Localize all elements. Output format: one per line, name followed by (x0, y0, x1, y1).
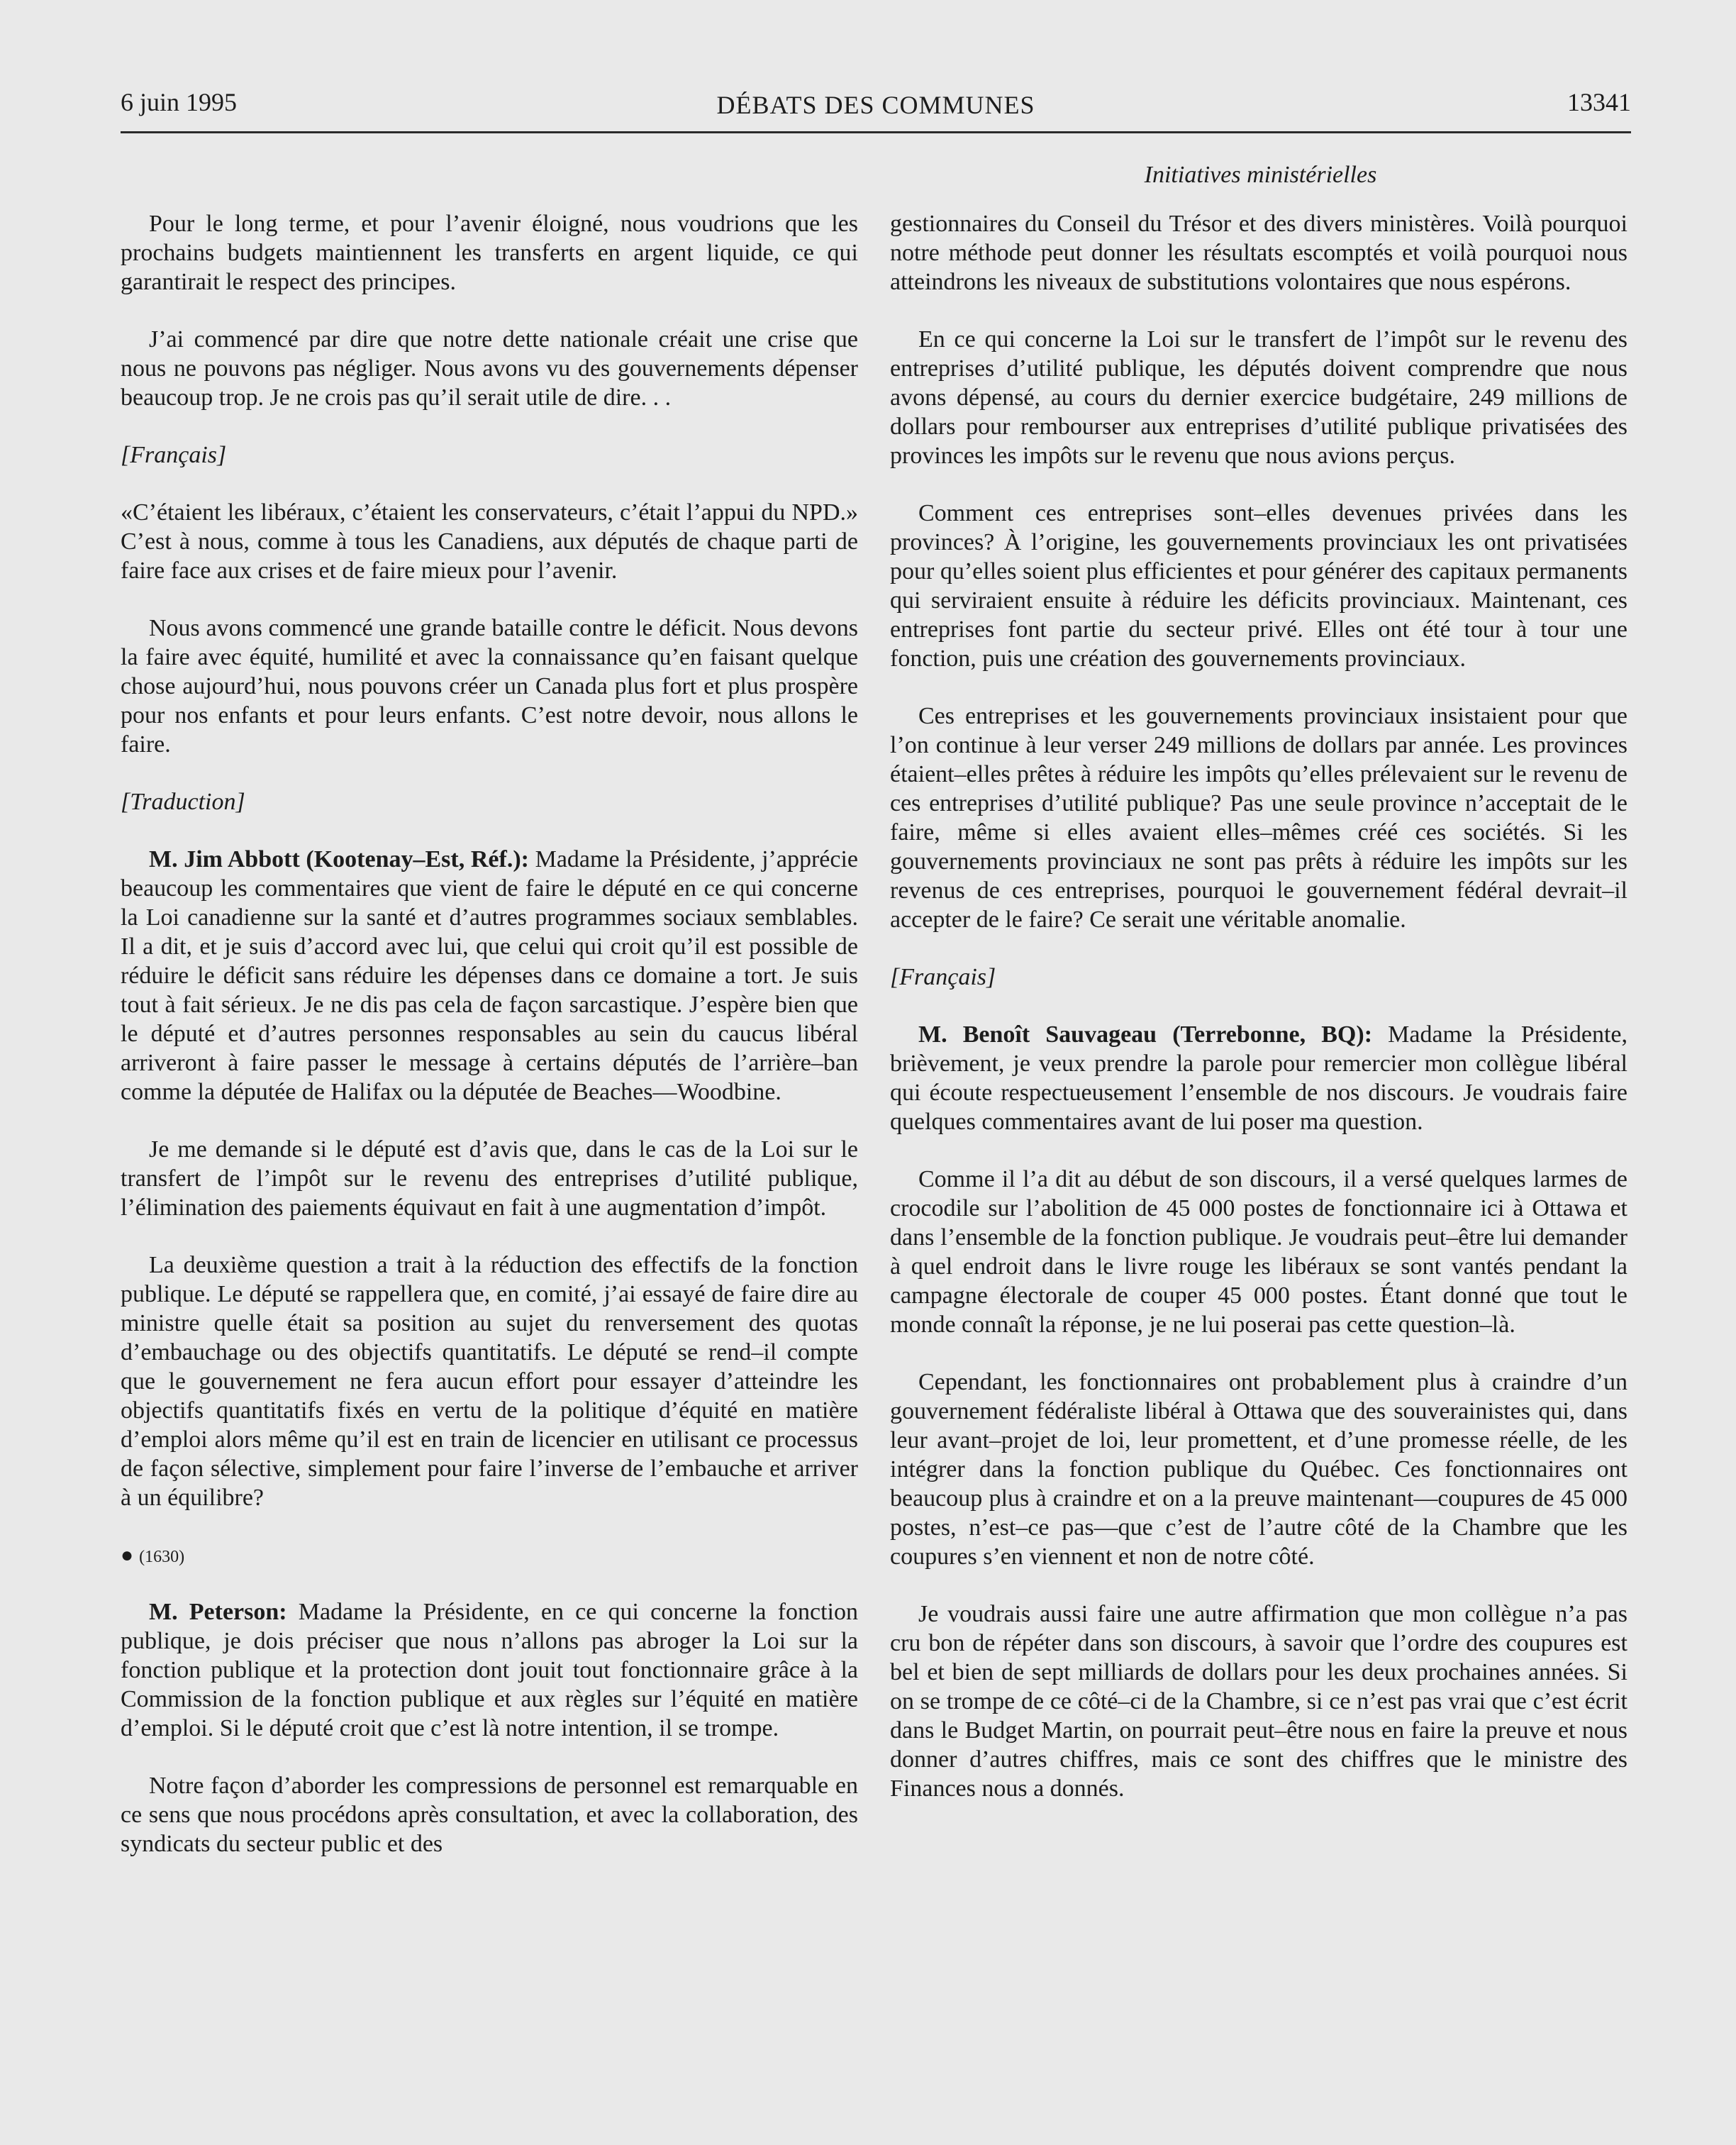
paragraph: Cependant, les fonctionnaires ont probablement plus à craindre d’un gouvernement fédéraliste libéral à Ottawa que des souverainistes qui, dans leur avant–projet de loi, leur promettent, et d’une promesse réelle, de les intégrer dans la fonction publique du Québec. Ces fonctionnaires ont beaucoup plus à craindre et on a la preuve maintenant—coupures de 45 000 postes, n’est–ce pas—que c’est de l’autre côté de la Chambre que les coupures s’en viennent et non de notre côté. (890, 1369, 1628, 1570)
paragraph: J’ai commencé par dire que notre dette nationale créait une crise que nous ne pouvons pas négliger. Nous avons vu des gouvernements dépenser beaucoup trop. Je ne crois pas qu’il serait utile de dire. . . (121, 326, 858, 411)
bullet-icon: ● (121, 1543, 134, 1567)
paragraph: Comme il l’a dit au début de son discours, il a versé quelques larmes de crocodile sur l’abolition de 45 000 postes de fonctionnaire ici à Ottawa et dans l’ensemble de la fonction publique. Je voudrais peut–être lui demander à quel endroit dans le livre rouge les libéraux se sont vantés pendant la campagne électorale de couper 45 000 postes. Étant donné que tout le monde connaît la réponse, je ne lui poserai pas cette question–là. (890, 1166, 1628, 1338)
page-number: 13341 (1567, 88, 1631, 116)
header-date: 6 juin 1995 (121, 88, 238, 116)
language-tag: [Traduction] (121, 789, 245, 815)
speaker-name: M. Jim Abbott (Kootenay–Est, Réf.): (149, 846, 529, 872)
speech-text: Madame la Présidente, brièvement, je veux prendre la parole pour remercier mon collègue libéral qui écoute respectueusement l’ensemble de nos discours. Je voudrais faire quelques commentaires avant de lui poser ma question. (890, 1021, 1628, 1135)
speaker-name: M. Benoît Sauvageau (Terrebonne, BQ): (918, 1021, 1373, 1048)
speech-text: Madame la Présidente, en ce qui concerne la fonction publique, je dois préciser que nous n’allons pas abroger la Loi sur la fonction publique et la protection dont jouit tout fonctionnaire grâce à la Commission de la fonction publique et aux règles sur l’équité en matière d’emploi. Si le député croit que c’est là notre intention, il se trompe. (121, 1599, 858, 1741)
timestamp-text: (1630) (139, 1548, 185, 1566)
paragraph: Je me demande si le député est d’avis que, dans le cas de la Loi sur le transfert de l’impôt sur le revenu des entreprises d’utilité publique, l’élimination des paiements équivaut en fait à une augmentation d’impôt. (121, 1136, 858, 1221)
paragraph: En ce qui concerne la Loi sur le transfert de l’impôt sur le revenu des entreprises d’utilité publique, les députés doivent comprendre que nous avons dépensé, au cours du dernier exercice budgétaire, 249 millions de dollars pour rembourser aux entreprises d’utilité publique privatisées des provinces les impôts sur le revenu que nous avions perçus. (890, 326, 1628, 469)
page-header (121, 82, 1631, 133)
speaker-paragraph (890, 1020, 1628, 1136)
paragraph: Pour le long terme, et pour l’avenir éloigné, nous voudrions que les prochains budgets maintiennent les transferts en argent liquide, ce qui garantirait le respect des principes. (121, 211, 858, 295)
section-label: Initiatives ministérielles (1144, 162, 1377, 188)
paragraph: Comment ces entreprises sont–elles devenues privées dans les provinces? À l’origine, les gouvernements provinciaux les ont privatisées pour qu’elles soient plus efficientes et pour générer des capitaux permanents qui serviraient ensuite à réduire les déficits provinciaux. Maintenant, ces entreprises font partie du secteur privé. Elles ont été tour à tour une fonction, puis une création des gouvernements provinciaux. (890, 500, 1628, 672)
paragraph: Notre façon d’aborder les compressions de personnel est remarquable en ce sens que nous procédons après consultation, et avec la collaboration, des syndicats du secteur public et des (121, 1773, 858, 1857)
header-title: DÉBATS DES COMMUNES (716, 91, 1035, 119)
paragraph: «C’étaient les libéraux, c’étaient les conservateurs, c’était l’appui du NPD.» C’est à nous, comme à tous les Canadiens, aux députés de chaque parti de faire face aux crises et de faire mieux pour l’avenir. (121, 499, 858, 584)
speaker-name: M. Peterson: (149, 1599, 287, 1625)
speech-text: Madame la Présidente, j’apprécie beaucoup les commentaires que vient de faire le député en ce qui concerne la Loi canadienne sur la santé et d’autres programmes sociaux semblables. Il a dit, et je suis d’accord avec lui, que celui qui croit qu’il est possible de réduire le déficit sans réduire les dépenses dans ce domaine a tort. Je suis tout à fait sérieux. Je ne dis pas cela de façon sarcastique. J’espère bien que le député et d’autres personnes responsables au sein du caucus libéral arriveront à faire passer le message à certains députés de l’arrière–ban comme la députée de Halifax ou la députée de Beaches—Woodbine. (121, 846, 859, 1105)
paragraph: gestionnaires du Conseil du Trésor et des divers ministères. Voilà pourquoi notre méthode peut donner les résultats escomptés et voilà pourquoi nous atteindrons les niveaux de substitutions volontaires que nous espérons. (890, 211, 1628, 295)
paragraph: Ces entreprises et les gouvernements provinciaux insistaient pour que l’on continue à leur verser 249 millions de dollars par année. Les provinces étaient–elles prêtes à réduire les impôts qu’elles prélevaient sur le revenu de ces entreprises d’utilité publique? Pas une seule province n’acceptait de le faire, même si elles avaient elles–mêmes créé ces sociétés. Si les gouvernements provinciaux ne sont pas prêts à réduire les impôts sur les revenus de ces entreprises, pourquoi le gouvernement fédéral devrait–il accepter de le faire? Ce serait une véritable anomalie. (890, 703, 1628, 933)
paragraph: La deuxième question a trait à la réduction des effectifs de la fonction publique. Le député se rappellera que, en comité, j’ai essayé de faire dire au ministre quelle était sa position au sujet du renversement des quotas d’embauchage ou des objectifs quantitatifs. Le député se rend–il compte que le gouvernement ne fera aucun effort pour essayer d’atteindre les objectifs quantitatifs fixés en vertu de la politique d’équité en matière d’emploi alors même qu’il est en train de licencier en utilisant ce processus de façon sélective, simplement pour faire l’inverse de l’embauche et arriver à un équilibre? (121, 1252, 858, 1511)
timestamp (121, 1541, 858, 1572)
speaker-paragraph (121, 1597, 858, 1743)
right-column (890, 209, 1628, 1831)
paragraph: Je voudrais aussi faire une autre affirmation que mon collègue n’a pas cru bon de répéter dans son discours, à savoir que l’ordre des coupures est bel et bien de sept milliards de dollars pour les deux prochaines années. Si on se trompe de ce côté–ci de la Chambre, si ce n’est pas vrai que c’est écrit dans le Budget Martin, on pourrait peut–être nous en faire la preuve et nous donner d’autres chiffres, mais ce sont des chiffres que le ministre des Finances nous a donnés. (890, 1601, 1628, 1802)
language-tag: [Français] (121, 442, 227, 468)
speaker-paragraph (121, 845, 858, 1107)
left-column (121, 209, 858, 1887)
language-tag: [Français] (890, 964, 996, 990)
paragraph: Nous avons commencé une grande bataille contre le déficit. Nous devons la faire avec équité, humilité et avec la connaissance qu’en faisant quelque chose aujourd’hui, nous pouvons créer un Canada plus fort et plus prospère pour nos enfants et pour leurs enfants. C’est notre devoir, nous allons le faire. (121, 615, 858, 758)
